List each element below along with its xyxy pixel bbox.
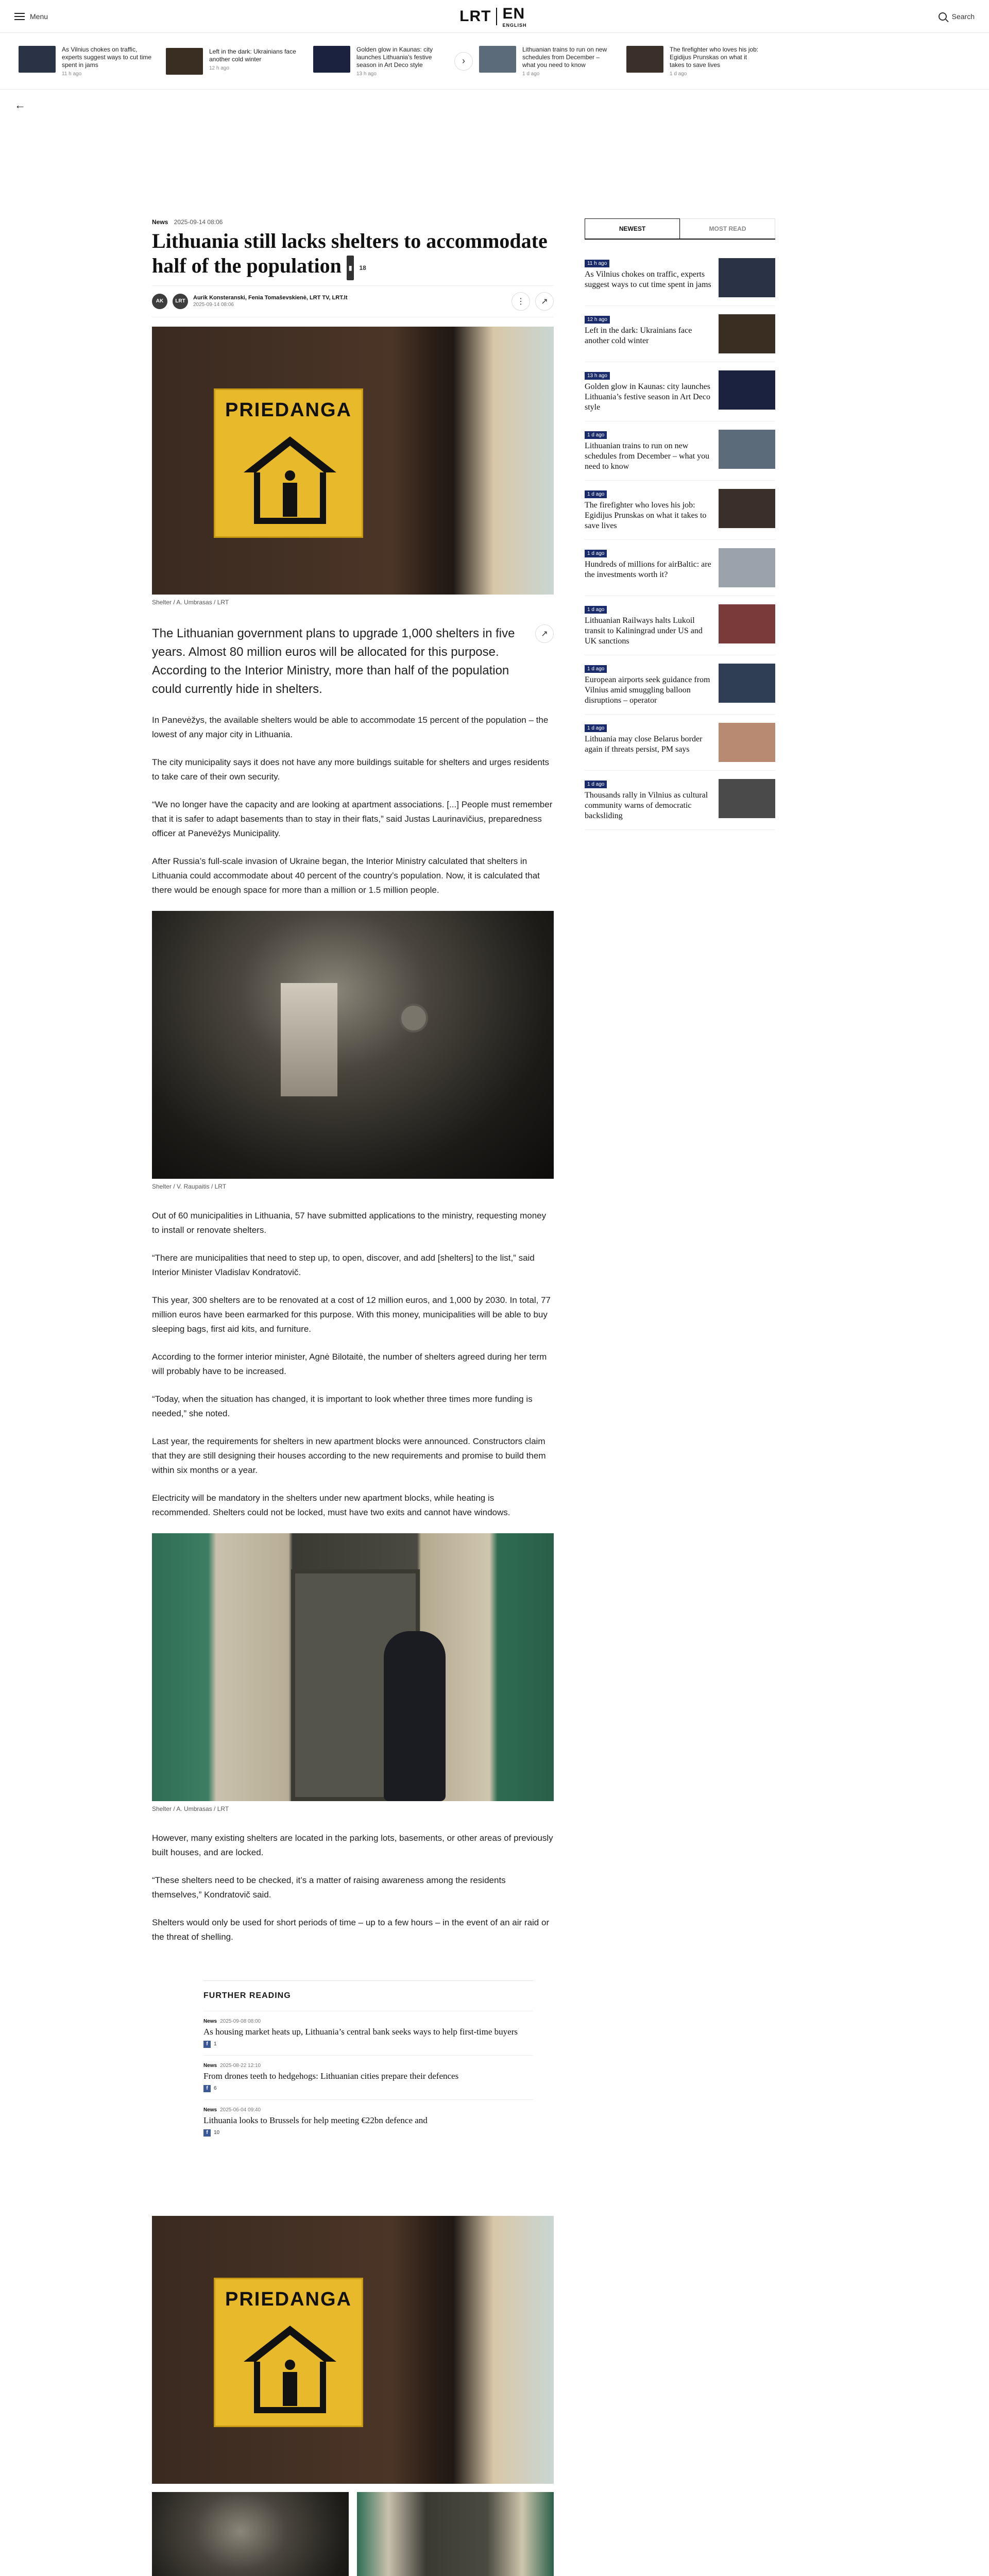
sidebar-title: Golden glow in Kaunas: city launches Lithuania’s festive season in Art Deco style: [585, 382, 710, 412]
article-category[interactable]: News: [152, 218, 168, 226]
shelter-sign-text: PRIEDANGA: [225, 2288, 352, 2310]
sidebar-news-item[interactable]: [585, 715, 775, 771]
house-icon: [244, 2326, 336, 2413]
sidebar-time: 1 d ago: [585, 781, 607, 788]
paragraph: This year, 300 shelters are to be renovated at a cost of 12 million euros, and 1,000 by 2030. In total, 77 million euros have been earmarked for this purpose. With this money, municipalities will be able to buy sleeping bags, first aid kits, and furniture.: [152, 1295, 551, 1334]
photo-caption: Shelter / V. Raupaitis / LRT: [152, 1182, 227, 1190]
further-reading-item[interactable]: [203, 2099, 533, 2144]
ticker-thumbnail: [166, 48, 203, 75]
sidebar-tabs: [585, 218, 775, 240]
fr-fb-count: 10: [214, 2130, 220, 2136]
further-reading-item[interactable]: [203, 2055, 533, 2099]
person-figure: [384, 1631, 446, 1801]
sidebar-thumbnail: [719, 314, 775, 353]
article-photo-3[interactable]: [152, 1533, 554, 1801]
fr-date: 2025-06-04 09:40: [220, 2107, 261, 2113]
paragraph: Shelters would only be used for short periods of time – up to a few hours – in the event of an air raid or the threat of shelling.: [152, 1917, 550, 1942]
further-reading-item[interactable]: [203, 2011, 533, 2055]
byline: [152, 285, 554, 317]
top-bar: [0, 0, 989, 33]
sidebar-title: European airports seek guidance from Vilnius amid smuggling balloon disruptions – operator: [585, 675, 710, 705]
article-photo-2[interactable]: [152, 911, 554, 1179]
sidebar-time: 11 h ago: [585, 260, 609, 267]
gallery-thumbnail[interactable]: [357, 2492, 554, 2576]
paragraph: “There are municipalities that need to step up, to open, discover, and add [shelters] to the list,” said Interior Minister Vladislav Kondratovič.: [152, 1252, 535, 1277]
shelter-sign-text: PRIEDANGA: [225, 399, 352, 421]
house-icon: [244, 436, 336, 524]
logo-sub: ENGLISH: [502, 22, 527, 28]
ticker-time: 13 h ago: [356, 71, 377, 77]
back-arrow-icon[interactable]: ←: [14, 98, 26, 111]
fr-title[interactable]: Lithuania looks to Brussels for help meeting €22bn defence and: [203, 2115, 428, 2125]
paragraph: “These shelters need to be checked, it’s a matter of raising awareness among the residents themselves,” Kondratovič said.: [152, 1875, 506, 1900]
fr-fb-count: 6: [214, 2086, 217, 2092]
fr-facebook[interactable]: [203, 2041, 533, 2048]
facebook-icon: f: [203, 2085, 211, 2092]
tab-most-read[interactable]: MOST READ: [680, 218, 775, 239]
paragraph: Electricity will be mandatory in the shelters under new apartment blocks, while heating is recommended. Shelters could not be locked, must have two exits and cannot have windows.: [152, 1493, 510, 1517]
ticker-item[interactable]: [12, 46, 160, 77]
ticker-time: 12 h ago: [209, 65, 229, 71]
sidebar-time: 1 d ago: [585, 606, 607, 614]
basement-corridor: [281, 983, 337, 1096]
fr-fb-count: 1: [214, 2041, 217, 2047]
author-names[interactable]: Aurik Konsteranski, Fenia Tomaševskienė, LRT TV, LRT.lt: [193, 295, 348, 301]
ticker-thumbnail: [313, 46, 350, 73]
photo-caption: Shelter / A. Umbrasas / LRT: [152, 1805, 229, 1812]
sidebar-time: 1 d ago: [585, 724, 607, 732]
sidebar-thumbnail: [719, 548, 775, 587]
paragraph: In Panevėžys, the available shelters would be able to accommodate 15 percent of the population – the lowest of any major city in Lithuania.: [152, 715, 549, 739]
sidebar-news-item[interactable]: [585, 362, 775, 421]
ticker-title: Golden glow in Kaunas: city launches Lithuania's festive season in Art Deco style: [356, 45, 433, 69]
ticker-title: Left in the dark: Ukrainians face another cold winter: [209, 47, 296, 63]
article-date-top: 2025-09-14 08:06: [174, 218, 223, 226]
paragraph: “Today, when the situation has changed, it is important to look whether three times more funding is needed,” she noted.: [152, 1394, 533, 1418]
ticker-title: As Vilnius chokes on traffic, experts suggest ways to cut time spent in jams: [62, 45, 152, 69]
article-meta: [152, 218, 554, 226]
paragraph: Out of 60 municipalities in Lithuania, 57 have submitted applications to the ministry, requesting money to install or renovate shelters.: [152, 1210, 547, 1235]
byline-actions: [511, 292, 554, 311]
author-avatar[interactable]: AK: [152, 294, 167, 309]
further-reading-heading: FURTHER READING: [203, 1991, 291, 2000]
ticker-item[interactable]: [620, 46, 768, 77]
logo-divider: [496, 8, 497, 25]
article-photo-1[interactable]: [152, 327, 554, 595]
ticker-item[interactable]: [160, 48, 307, 75]
menu-label: Menu: [30, 12, 48, 21]
fr-category: News: [203, 2062, 217, 2069]
paragraph: Last year, the requirements for shelters in new apartment blocks were announced. Constructors claim that they are still designing their houses according to the new requirements and promise to build them within six months or a year.: [152, 1436, 546, 1475]
fr-category: News: [203, 2018, 217, 2024]
shelter-sign: [214, 2278, 363, 2427]
lead-block: [152, 624, 554, 699]
paragraph: After Russia’s full-scale invasion of Ukraine began, the Interior Ministry calculated that shelters in Lithuania could accommodate about 40 percent of the country’s population. Now, it is calculated that there would be enough space for more than a million or 1.5 million people.: [152, 856, 540, 895]
ticker-thumbnail: [19, 46, 56, 73]
sidebar-time: 1 d ago: [585, 490, 607, 498]
fr-category: News: [203, 2107, 217, 2113]
gallery-photo-main[interactable]: [152, 2216, 554, 2484]
share-icon[interactable]: ↗: [535, 292, 554, 311]
sidebar-thumbnail: [719, 723, 775, 762]
sidebar-news-item[interactable]: [585, 306, 775, 362]
sidebar-news-item[interactable]: [585, 481, 775, 540]
ticker-thumbnail: [626, 46, 663, 73]
ticker-thumbnail: [479, 46, 516, 73]
ticker-time: 1 d ago: [670, 71, 687, 77]
sidebar-thumbnail: [719, 664, 775, 703]
article-date: 2025-09-14 08:06: [193, 302, 234, 308]
sidebar-thumbnail: [719, 489, 775, 528]
fr-date: 2025-08-22 12:10: [220, 2062, 261, 2069]
sidebar-thumbnail: [719, 430, 775, 469]
further-reading: [203, 1980, 533, 2144]
sidebar-news-item[interactable]: [585, 655, 775, 715]
photo-gallery: [152, 2216, 554, 2576]
vent-grille: [399, 1004, 428, 1032]
headline-count: 18: [359, 264, 366, 272]
fr-facebook[interactable]: [203, 2129, 533, 2137]
sidebar-title: Lithuania may close Belarus border again if threats persist, PM says: [585, 735, 703, 754]
logo-en: EN: [502, 5, 525, 22]
sidebar-news-item[interactable]: [585, 540, 775, 596]
sidebar: [585, 218, 775, 2576]
share-icon[interactable]: ↗: [535, 624, 554, 643]
menu-button[interactable]: [14, 12, 48, 21]
byline-authors: [152, 294, 348, 309]
fr-date: 2025-09-08 08:00: [220, 2018, 261, 2024]
fr-meta: [203, 2107, 533, 2113]
sidebar-time: 13 h ago: [585, 372, 610, 380]
sidebar-news-item[interactable]: [585, 596, 775, 655]
ticker-time: 11 h ago: [62, 71, 82, 77]
paragraph: “We no longer have the capacity and are looking at apartment associations. [...] People must remember that it is safer to adapt basements than to stay in their flats,” said Justas Laurinavičius, preparedness officer at Panevėžys Municipality.: [152, 799, 553, 838]
sidebar-time: 1 d ago: [585, 431, 607, 439]
logo-en-block: [502, 5, 526, 28]
source-avatar[interactable]: LRT: [173, 294, 188, 309]
sidebar-title: Thousands rally in Vilnius as cultural community warns of democratic backsliding: [585, 791, 708, 820]
fr-meta: [203, 2063, 533, 2069]
fr-title[interactable]: From drones teeth to hedgehogs: Lithuanian cities prepare their defences: [203, 2071, 459, 2081]
sidebar-title: Left in the dark: Ukrainians face another cold winter: [585, 326, 692, 345]
ticker-item[interactable]: [307, 46, 454, 77]
shelter-sign: [214, 388, 363, 538]
ticker-title: The firefighter who loves his job: Egidijus Prunskas on what it takes to save lives: [670, 45, 759, 69]
comments-icon[interactable]: ▮: [347, 256, 354, 280]
sidebar-news-item[interactable]: [585, 421, 775, 481]
article-lead: The Lithuanian government plans to upgrade 1,000 shelters in five years. Almost 80 million euros will be allocated for this purpose. According to the Interior Ministry, more than half of the population could currently hide in shelters.: [152, 626, 515, 696]
facebook-icon: f: [203, 2041, 211, 2048]
more-options-icon[interactable]: ⋮: [511, 292, 530, 311]
back-row: [0, 90, 989, 121]
sidebar-title: Hundreds of millions for airBaltic: are the investments worth it?: [585, 560, 711, 579]
sidebar-thumbnail: [719, 779, 775, 818]
article: [152, 218, 554, 2576]
fr-facebook[interactable]: [203, 2085, 533, 2092]
search-button[interactable]: [939, 12, 975, 21]
sidebar-title: The firefighter who loves his job: Egidijus Prunskas on what it takes to save lives: [585, 501, 707, 530]
sidebar-time: 12 h ago: [585, 316, 610, 324]
fr-title[interactable]: As housing market heats up, Lithuania’s central bank seeks ways to help first-time buyers: [203, 2026, 518, 2037]
search-icon: [939, 12, 947, 21]
news-ticker: [0, 33, 989, 90]
sidebar-title: As Vilnius chokes on traffic, experts suggest ways to cut time spent in jams: [585, 270, 711, 289]
fr-meta: [203, 2019, 533, 2024]
sidebar-thumbnail: [719, 604, 775, 643]
site-logo[interactable]: [459, 5, 526, 28]
gallery-thumbnail[interactable]: [152, 2492, 349, 2576]
search-label: Search: [951, 12, 975, 21]
photo-caption: Shelter / A. Umbrasas / LRT: [152, 598, 229, 606]
gallery-row: [152, 2492, 554, 2576]
hamburger-icon: [14, 13, 25, 20]
ticker-item[interactable]: [473, 46, 620, 77]
ticker-next-icon[interactable]: ›: [454, 52, 473, 71]
content-wrapper: [152, 121, 837, 2576]
logo-lrt: LRT: [459, 7, 491, 25]
tab-newest[interactable]: NEWEST: [585, 218, 680, 239]
sidebar-news-item[interactable]: [585, 250, 775, 306]
article-headline: [152, 229, 554, 280]
sidebar-time: 1 d ago: [585, 665, 607, 673]
sidebar-title: Lithuanian trains to run on new schedules from December – what you need to know: [585, 442, 710, 471]
ticker-time: 1 d ago: [522, 71, 540, 77]
ticker-title: Lithuanian trains to run on new schedules from December – what you need to know: [522, 45, 607, 69]
headline-text: Lithuania still lacks shelters to accommodate half of the population: [152, 229, 548, 277]
paragraph: However, many existing shelters are located in the parking lots, basements, or other areas of previously built houses, and are locked.: [152, 1833, 553, 1857]
facebook-icon: f: [203, 2129, 211, 2137]
sidebar-thumbnail: [719, 258, 775, 297]
paragraph: The city municipality says it does not have any more buildings suitable for shelters and urges residents to take care of their own security.: [152, 757, 550, 782]
sidebar-thumbnail: [719, 370, 775, 410]
sidebar-title: Lithuanian Railways halts Lukoil transit to Kaliningrad under US and UK sanctions: [585, 616, 703, 646]
paragraph: According to the former interior minister, Agnė Bilotaitė, the number of shelters agreed during her term will probably have to be increased.: [152, 1351, 547, 1376]
sidebar-time: 1 d ago: [585, 550, 607, 557]
sidebar-news-item[interactable]: [585, 771, 775, 830]
